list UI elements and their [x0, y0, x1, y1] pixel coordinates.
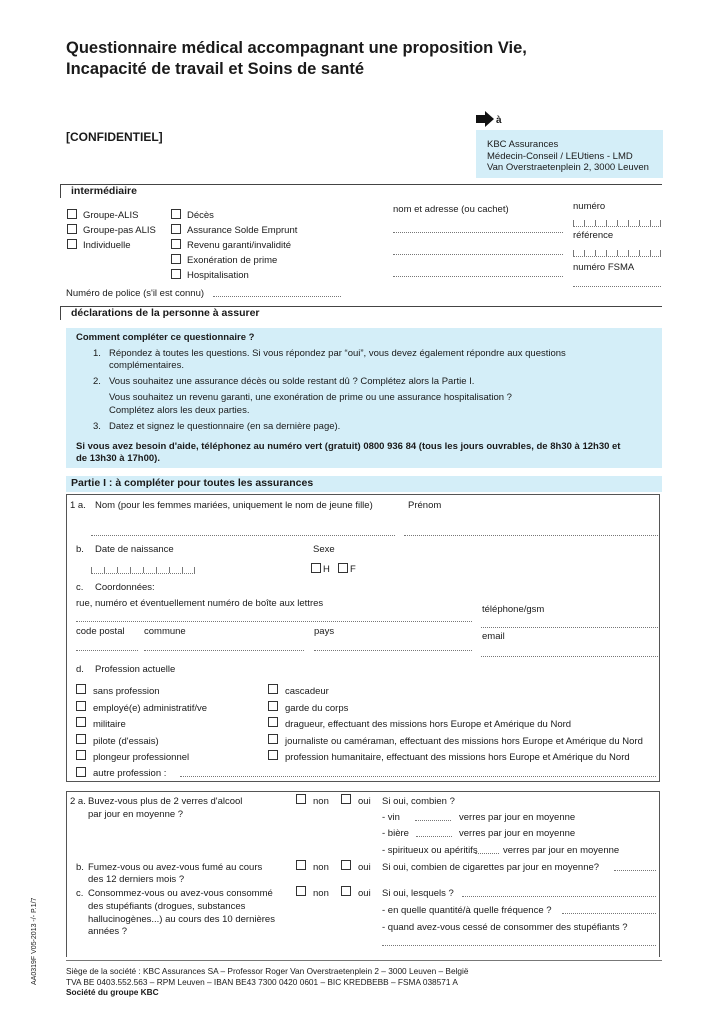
phone-label: téléphone/gsm — [482, 604, 545, 615]
intermediaire-heading: intermédiaire — [71, 185, 137, 197]
q2a-line-1: Buvez-vous plus de 2 verres d'alcool — [88, 796, 243, 807]
postcode-label: code postal — [76, 626, 125, 637]
label-groupe-alis: Groupe-ALIS — [83, 210, 139, 221]
postcode-field[interactable] — [76, 650, 138, 651]
footer-line-1: Siège de la société : KBC Assurances SA – Professor Roger Van Overstraetenplein 2 – 3000 Leuven – België — [66, 966, 469, 976]
title-line-1: Questionnaire médical accompagnant une proposition Vie, — [66, 39, 527, 57]
q2c-which-field[interactable] — [462, 896, 656, 897]
label-dragueur: dragueur, effectuant des missions hors Europe et Amérique du Nord — [285, 719, 572, 730]
recipient-line-1: KBC Assurances — [487, 139, 559, 150]
checkbox-revenu-garanti[interactable] — [171, 239, 181, 249]
reference-label: référence — [573, 230, 614, 241]
email-field[interactable] — [481, 656, 658, 657]
q2a-ifyes: Si oui, combien ? — [382, 796, 455, 807]
q1b-label: Date de naissance — [95, 544, 174, 555]
q2c-non-label: non — [313, 888, 329, 899]
recipient-line-2: Médecin-Conseil / LEUtiens - LMD — [487, 150, 633, 162]
q2a-spirit-unit: verres par jour en moyenne — [503, 845, 620, 856]
commune-field[interactable] — [144, 650, 304, 651]
step-2-text-a: Vous souhaitez une assurance décès ou solde restant dû ? Complétez alors la Partie I. — [109, 376, 475, 387]
checkbox-groupe-pas-alis[interactable] — [67, 224, 77, 234]
street-field[interactable] — [76, 621, 472, 622]
q2a-biere-field[interactable] — [416, 836, 452, 837]
fsma-label: numéro FSMA — [573, 262, 635, 273]
step-3-text: Datez et signez le questionnaire (en sa dernière page). — [109, 421, 341, 432]
help-text-1: Si vous avez besoin d'aide, téléphonez au numéro vert (gratuit) 0800 936 84 (tous les jours ouvrables, de 8h30 à 12h30 et — [76, 441, 621, 452]
footer-divider — [66, 960, 662, 961]
numero-label: numéro — [573, 201, 606, 212]
part1-heading: Partie I : à compléter pour toutes les assurances — [71, 477, 314, 489]
label-plongeur: plongeur professionnel — [93, 752, 190, 763]
q2b-oui-label: oui — [358, 862, 371, 873]
q2b-line-2: des 12 derniers mois ? — [88, 874, 185, 885]
q2a-biere-unit: verres par jour en moyenne — [459, 828, 576, 839]
step-1-text-a: Répondez à toutes les questions. Si vous répondez par “oui”, vous devez également répondre aux questions — [109, 348, 566, 359]
pays-label: pays — [314, 626, 335, 637]
label-journaliste: journaliste ou caméraman, effectuant des missions hors Europe et Amérique du Nord — [285, 736, 643, 747]
q2b-non-label: non — [313, 862, 329, 873]
checkbox-sans-profession[interactable] — [76, 684, 86, 694]
q2c-oui-label: oui — [358, 888, 371, 899]
q2b-line-1: Fumez-vous ou avez-vous fumé au cours — [88, 862, 263, 873]
q2a-vin-unit: verres par jour en moyenne — [459, 812, 576, 823]
pays-field[interactable] — [314, 650, 472, 651]
checkbox-exoneration[interactable] — [171, 254, 181, 264]
footer-line-3: Société du groupe KBC — [66, 987, 159, 997]
step-2-text-c: Complétez alors les deux parties. — [109, 405, 250, 416]
checkbox-plongeur[interactable] — [76, 750, 86, 760]
policy-number-label: Numéro de police (s'il est connu) — [66, 288, 205, 299]
street-label: rue, numéro et éventuellement numéro de boîte aux lettres — [76, 598, 324, 609]
section-divider — [60, 184, 662, 185]
email-label: email — [482, 631, 505, 642]
recipient-line-3: Van Overstraetenplein 2, 3000 Leuven — [487, 162, 649, 173]
q2b-number: b. — [76, 862, 84, 873]
phone-field[interactable] — [481, 627, 658, 628]
q2a-biere-label: - bière — [382, 828, 409, 839]
q2a-vin-field[interactable] — [415, 820, 451, 821]
q2c-qty-label: - en quelle quantité/à quelle fréquence ? — [382, 905, 552, 916]
recipient-to-label: à — [496, 115, 502, 126]
q2a-spirit-label: - spiritueux ou apéritifs — [382, 845, 478, 856]
q2a-vin-label: - vin — [382, 812, 400, 823]
nom-adresse-label: nom et adresse (ou cachet) — [393, 204, 509, 215]
label-hospitalisation: Hospitalisation — [187, 270, 249, 281]
q2a-number: 2 a. — [70, 796, 86, 807]
birth-date-field[interactable] — [91, 567, 195, 574]
prenom-label: Prénom — [408, 500, 442, 511]
checkbox-groupe-alis[interactable] — [67, 209, 77, 219]
q2c-number: c. — [76, 888, 84, 899]
label-individuelle: Individuelle — [83, 240, 131, 251]
step-2-text-b: Vous souhaitez un revenu garanti, une exonération de prime ou une assurance hospitalisation ? — [109, 392, 512, 403]
q2a-non-label: non — [313, 796, 329, 807]
policy-number-field[interactable] — [213, 296, 341, 297]
step-2-number: 2. — [93, 376, 101, 387]
checkbox-deces[interactable] — [171, 209, 181, 219]
q2c-stop-label: - quand avez-vous cessé de consommer des stupéfiants ? — [382, 922, 628, 933]
label-autre-profession: autre profession : — [93, 768, 167, 779]
checkbox-q2b-oui[interactable] — [341, 860, 351, 870]
q2b-field[interactable] — [614, 870, 656, 871]
label-garde-du-corps: garde du corps — [285, 703, 349, 714]
q2c-qty-field[interactable] — [562, 913, 656, 914]
recipient-address-box — [476, 130, 663, 178]
checkbox-journaliste[interactable] — [268, 734, 278, 744]
checkbox-humanitaire[interactable] — [268, 750, 278, 760]
checkbox-sexe-h[interactable] — [311, 563, 321, 573]
step-3-number: 3. — [93, 421, 101, 432]
checkbox-pilote[interactable] — [76, 734, 86, 744]
q1b-number: b. — [76, 544, 84, 555]
label-pilote: pilote (d'essais) — [93, 736, 159, 747]
q1a-number: 1 a. — [70, 500, 86, 511]
checkbox-sexe-f[interactable] — [338, 563, 348, 573]
q2a-oui-label: oui — [358, 796, 371, 807]
sexe-f-label: F — [350, 564, 356, 575]
help-text-2: de 13h30 à 17h00). — [76, 453, 160, 464]
checkbox-q2b-non[interactable] — [296, 860, 306, 870]
q1d-label: Profession actuelle — [95, 664, 176, 675]
title-line-2: Incapacité de travail et Soins de santé — [66, 60, 365, 78]
checkbox-q2a-non[interactable] — [296, 794, 306, 804]
step-1-text-b: complémentaires. — [109, 360, 184, 371]
checkbox-q2c-oui[interactable] — [341, 886, 351, 896]
q2c-stop-field[interactable] — [382, 945, 656, 946]
checkbox-employe[interactable] — [76, 701, 86, 711]
label-sans-profession: sans profession — [93, 686, 160, 697]
q2a-line-2: par jour en moyenne ? — [88, 809, 184, 820]
label-militaire: militaire — [93, 719, 126, 730]
label-groupe-pas-alis: Groupe-pas ALIS — [83, 225, 156, 236]
document-code: AA0319F V05-2013 -/- P.1/7 — [31, 897, 38, 985]
label-exoneration: Exonération de prime — [187, 255, 278, 266]
q2c-line-2: des stupéfiants (drogues, substances — [88, 901, 246, 912]
sexe-label: Sexe — [313, 544, 335, 555]
nom-adresse-line-2[interactable] — [393, 254, 563, 255]
step-1-number: 1. — [93, 348, 101, 359]
nom-adresse-line-3[interactable] — [393, 276, 563, 277]
arrow-right-icon — [476, 111, 494, 127]
prenom-field[interactable] — [404, 535, 658, 536]
q1d-number: d. — [76, 664, 84, 675]
label-cascadeur: cascadeur — [285, 686, 329, 697]
q2a-spirit-field[interactable] — [475, 853, 499, 854]
checkbox-q2c-non[interactable] — [296, 886, 306, 896]
q1c-number: c. — [76, 582, 84, 593]
sexe-h-label: H — [323, 564, 330, 575]
declarations-heading: déclarations de la personne à assurer — [71, 307, 260, 319]
checkbox-solde-emprunt[interactable] — [171, 224, 181, 234]
section-marker — [60, 184, 61, 198]
label-humanitaire: profession humanitaire, effectuant des missions hors Europe et Amérique du Nord — [285, 752, 630, 763]
nom-field[interactable] — [91, 535, 395, 536]
commune-label: commune — [144, 626, 186, 637]
part1-header-bar — [66, 476, 662, 492]
autre-profession-field[interactable] — [180, 776, 656, 777]
how-title: Comment compléter ce questionnaire ? — [76, 332, 255, 343]
instructions-box — [66, 328, 662, 468]
q1c-label: Coordonnées: — [95, 582, 155, 593]
q2c-line-4: années ? — [88, 926, 128, 937]
checkbox-individuelle[interactable] — [67, 239, 77, 249]
page-title — [66, 38, 626, 80]
numero-field[interactable] — [573, 220, 661, 227]
checkbox-dragueur[interactable] — [268, 717, 278, 727]
section-marker — [60, 306, 61, 320]
q2c-ifyes: Si oui, lesquels ? — [382, 888, 454, 899]
confidential-label: [CONFIDENTIEL] — [66, 130, 163, 144]
checkbox-q2a-oui[interactable] — [341, 794, 351, 804]
label-solde-emprunt: Assurance Solde Emprunt — [187, 225, 298, 236]
footer-line-2: TVA BE 0403.552.563 – RPM Leuven – IBAN BE43 7300 0420 0601 – BIC KREDBEBB – FSMA 038571 A — [66, 976, 458, 987]
checkbox-hospitalisation[interactable] — [171, 269, 181, 279]
label-employe: employé(e) administratif/ve — [93, 703, 208, 714]
label-deces: Décès — [187, 210, 214, 221]
footer — [66, 966, 469, 998]
checkbox-cascadeur[interactable] — [268, 684, 278, 694]
checkbox-garde-du-corps[interactable] — [268, 701, 278, 711]
checkbox-militaire[interactable] — [76, 717, 86, 727]
q2b-ifyes: Si oui, combien de cigarettes par jour en moyenne? — [382, 862, 600, 873]
fsma-field[interactable] — [573, 286, 661, 287]
q1a-label: Nom (pour les femmes mariées, uniquement le nom de jeune fille) — [95, 500, 373, 511]
q2c-line-3: hallucinogènes...) au cours des 10 dernières — [88, 914, 275, 925]
label-revenu-garanti: Revenu garanti/invalidité — [187, 240, 292, 251]
checkbox-autre-profession[interactable] — [76, 767, 86, 777]
nom-adresse-line-1[interactable] — [393, 232, 563, 233]
q2c-line-1: Consommez-vous ou avez-vous consommé — [88, 888, 273, 899]
reference-field[interactable] — [573, 250, 661, 257]
